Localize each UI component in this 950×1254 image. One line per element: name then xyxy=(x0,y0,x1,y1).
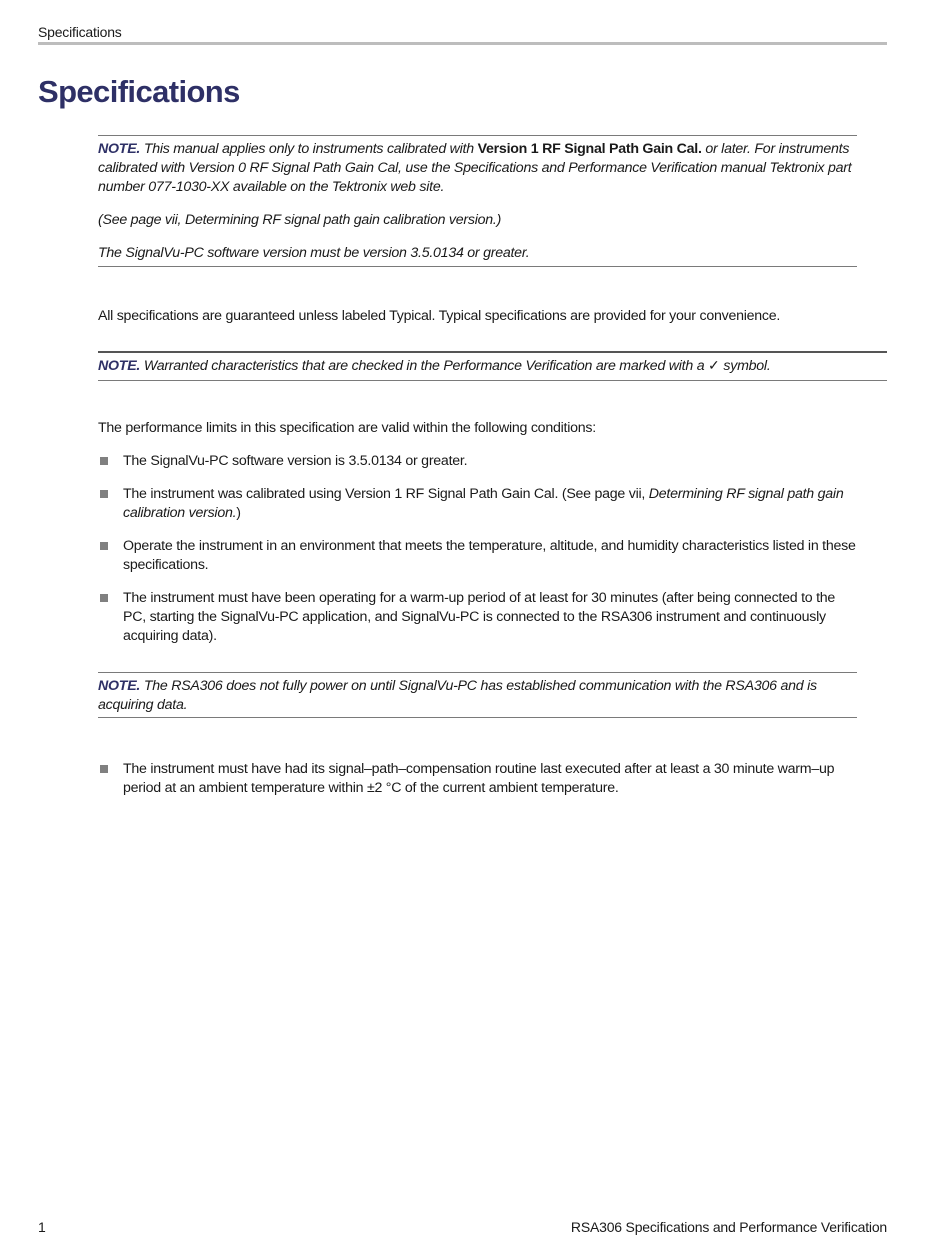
note-label: NOTE. xyxy=(98,678,141,694)
square-bullet-icon xyxy=(100,542,108,550)
note-warranted-symbol-text: symbol. xyxy=(723,358,771,374)
page-title: Specifications xyxy=(38,74,240,109)
note-power-on-paragraph xyxy=(98,677,857,715)
footer-page-number: 1 xyxy=(38,1219,46,1235)
square-bullet-icon xyxy=(100,490,108,498)
running-header: Specifications xyxy=(38,24,122,40)
list-item xyxy=(98,452,858,471)
note-warranted-text: Warranted characteristics that are checked in the Performance Verification are marked with a xyxy=(143,358,705,374)
conditions-list xyxy=(98,452,858,660)
conditions-list-continued xyxy=(98,760,858,798)
list-item xyxy=(98,589,858,646)
condition-warm-up: The instrument must have been operating for a warm-up period of at least for 30 minutes (after being connected to the PC, starting the SignalVu-PC application, and SignalVu-PC is connected to the RSA306 instrument and continuously acquiring data). xyxy=(123,590,836,644)
note-bold-text: Version 1 RF Signal Path Gain Cal. xyxy=(477,141,702,157)
list-item xyxy=(98,760,858,798)
conditions-intro: The performance limits in this specification are valid within the following conditions: xyxy=(98,420,596,436)
list-item xyxy=(98,537,858,575)
square-bullet-icon xyxy=(100,457,108,465)
note-see-page: (See page vii, Determining RF signal path gain calibration version.) xyxy=(98,212,502,228)
note-label: NOTE. xyxy=(98,141,141,157)
header-rule xyxy=(38,42,887,45)
note-box-power-on xyxy=(98,672,857,718)
condition-software-version: The SignalVu-PC software version is 3.5.0134 or greater. xyxy=(123,453,468,469)
note-text-2: or later. For instruments calibrated with Version 0 RF Signal Path Gain Cal, use the Specifications and Performance Verification manual Tektronix part number 077-1030-XX available on the Tektronix web site. xyxy=(98,141,852,195)
condition-calibration-close: ) xyxy=(236,505,241,521)
condition-calibration-reference: Determining RF signal path gain calibration version. xyxy=(123,486,844,521)
note-calibration-paragraph xyxy=(98,140,857,197)
note-box-calibration xyxy=(98,135,857,267)
note-label: NOTE. xyxy=(98,358,141,374)
footer-document-title: RSA306 Specifications and Performance Verification xyxy=(570,1219,887,1235)
note-power-on-text: The RSA306 does not fully power on until SignalVu-PC has established communication with the RSA306 and is acquiring data. xyxy=(98,678,817,713)
square-bullet-icon xyxy=(100,765,108,773)
condition-environment: Operate the instrument in an environment that meets the temperature, altitude, and humidity characteristics listed in these specifications. xyxy=(123,538,856,573)
square-bullet-icon xyxy=(100,594,108,602)
condition-signal-path-compensation: The instrument must have had its signal–path–compensation routine last executed after at least a 30 minute warm–up period at an ambient temperature within ±2 °C of the current ambient temperature. xyxy=(123,761,835,796)
list-item xyxy=(98,485,858,523)
note-warranted-paragraph xyxy=(98,357,887,376)
condition-calibration: The instrument was calibrated using Version 1 RF Signal Path Gain Cal. (See page vii, xyxy=(123,486,646,502)
note-software-version: The SignalVu-PC software version must be version 3.5.0134 or greater. xyxy=(98,245,530,261)
guarantee-paragraph: All specifications are guaranteed unless labeled Typical. Typical specifications are provided for your convenience. xyxy=(98,308,781,324)
note-text-1: This manual applies only to instruments calibrated with xyxy=(143,141,474,157)
note-box-warranted xyxy=(98,351,887,381)
check-icon: ✓ xyxy=(708,358,720,374)
